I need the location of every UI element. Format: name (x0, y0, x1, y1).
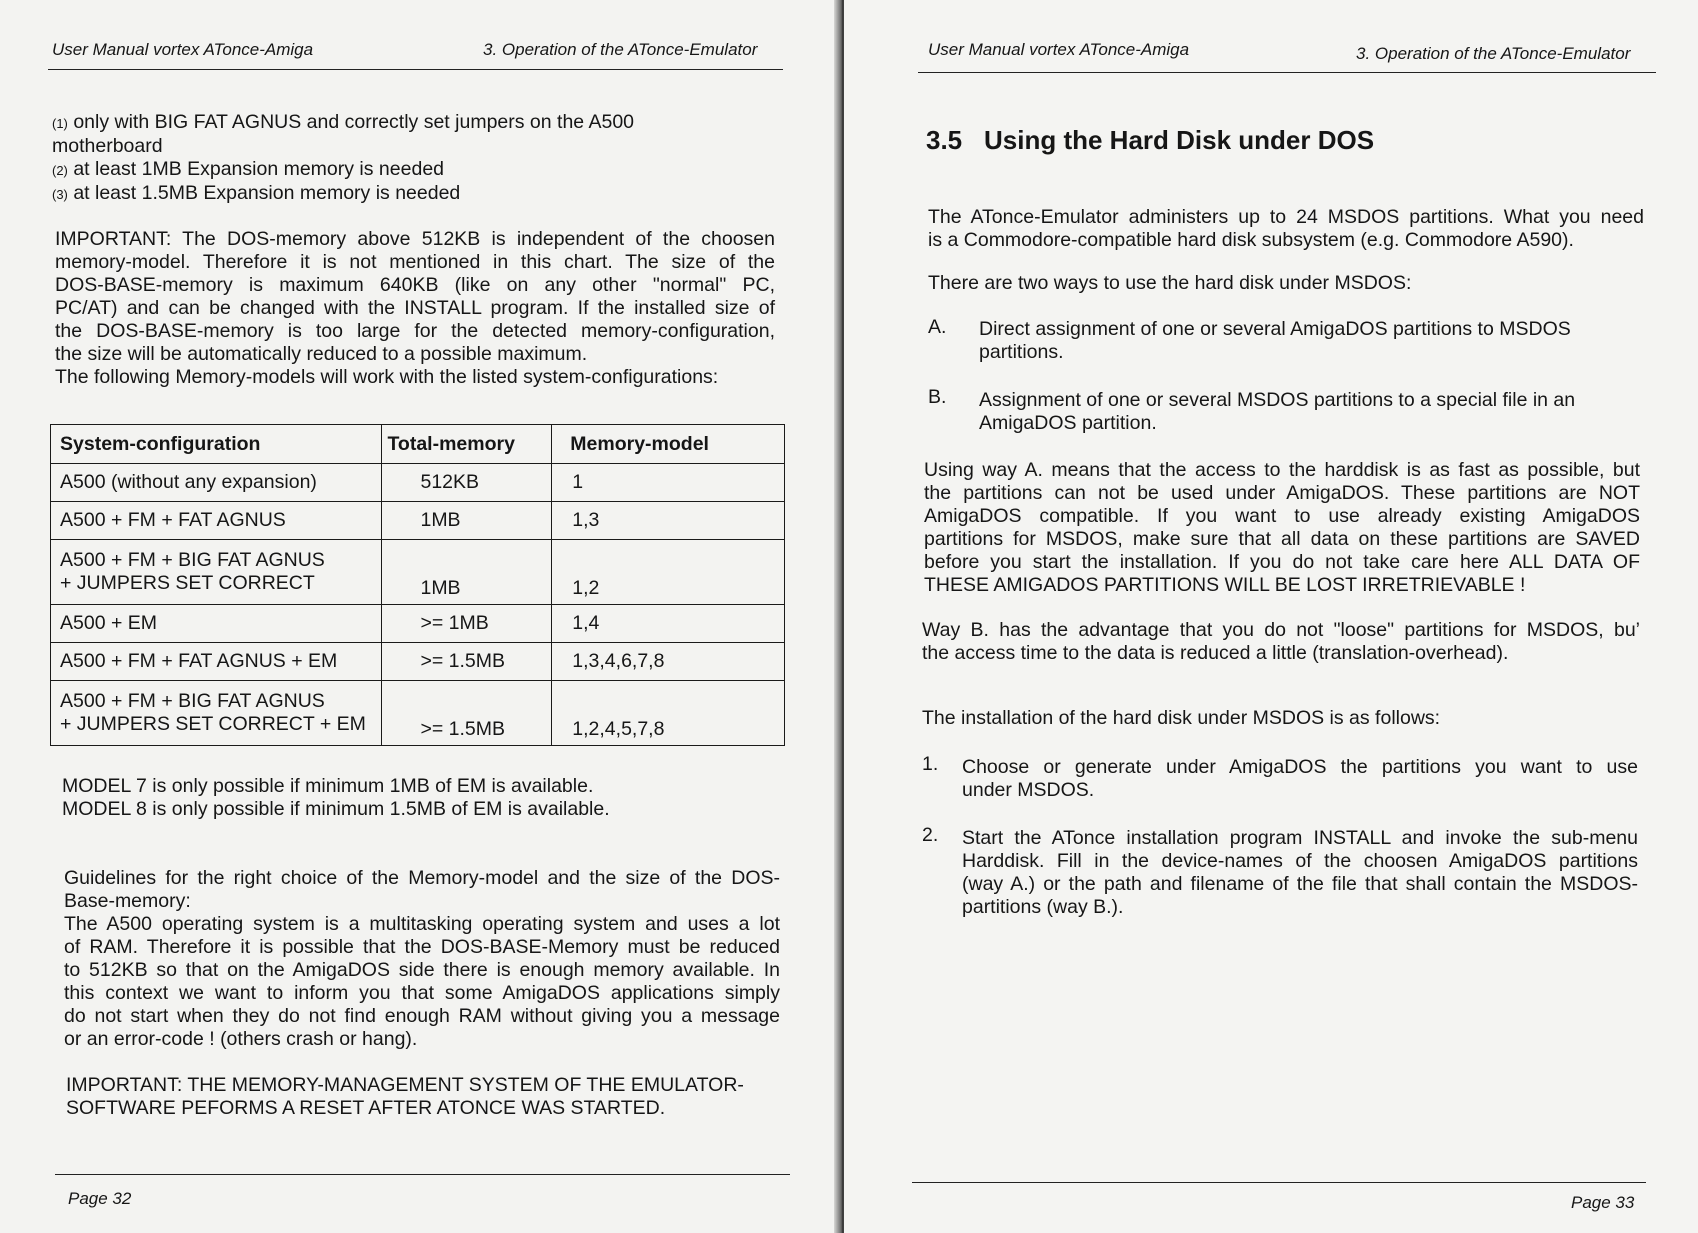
config-cell: A500 + EM (51, 605, 382, 643)
text-line: or an error-code ! (others crash or hang). (64, 1028, 418, 1050)
text-line: Direct assignment of one or several AmigaDOS partitions to MSDOS (979, 318, 1571, 340)
text-line: this context we want to inform you that some AmigaDOS applications simply (64, 982, 780, 1004)
text-line: under MSDOS. (962, 779, 1095, 801)
memory-cell: >= 1.5MB (382, 681, 552, 746)
text-line: AmigaDOS partition. (979, 412, 1157, 434)
model-cell: 1 (552, 464, 785, 502)
table-row (51, 681, 785, 746)
step-1-label: 1. (922, 753, 939, 775)
table-header-row (51, 425, 785, 464)
guidelines-paragraph (64, 867, 780, 1051)
footnote-2 (52, 158, 782, 182)
text-line: Guidelines for the right choice of the Memory-model and the size of the DOS- (64, 867, 780, 889)
text-line: partitions (way B.). (962, 896, 1124, 918)
column-header: Memory-model (552, 425, 785, 464)
way-a-paragraph (924, 459, 1640, 597)
table-row (51, 605, 785, 643)
step-1-description (962, 756, 1638, 802)
model-note: MODEL 8 is only possible if minimum 1.5MB of EM is available. (62, 798, 610, 820)
memory-model-table (50, 424, 785, 746)
footnote-1 (52, 111, 782, 135)
text-line: to 512KB so that on the AmigaDOS side there is enough memory available. In (64, 959, 780, 981)
text-line: do not start when they do not find enough RAM without giving you a message (64, 1005, 780, 1027)
model-note: MODEL 7 is only possible if minimum 1MB of EM is available. (62, 775, 594, 797)
left-chapter-header: 3. Operation of the ATonce-Emulator (483, 40, 758, 59)
config-line: A500 + FM + BIG FAT AGNUS (60, 690, 325, 712)
text-line: Base-memory: (64, 890, 191, 912)
model-notes (62, 775, 782, 821)
config-line: A500 + FM + BIG FAT AGNUS (60, 549, 325, 571)
text-line: Harddisk. Fill in the device-names of the choosen AmigaDOS partitions (962, 850, 1638, 872)
config-line: + JUMPERS SET CORRECT + EM (60, 713, 366, 735)
way-a-description (979, 318, 1643, 364)
footnote-text: motherboard (52, 135, 163, 157)
section-title: Using the Hard Disk under DOS (984, 125, 1375, 155)
footnote-text: only with BIG FAT AGNUS and correctly set jumpers on the A500 (73, 111, 635, 133)
memory-cell: >= 1.5MB (382, 643, 552, 681)
footnote-text: at least 1MB Expansion memory is needed (73, 158, 445, 180)
important-paragraph-2 (66, 1074, 782, 1120)
section-heading (926, 125, 1374, 156)
text-line: Assignment of one or several MSDOS partitions to a special file in an (979, 389, 1576, 411)
memory-cell: >= 1MB (382, 605, 552, 643)
footnote-mark: (1) (52, 116, 68, 131)
text-line: Way B. has the advantage that you do not "loose" partitions for MSDOS, bu’ (922, 619, 1640, 641)
table-intro: The following Memory-models will work with the listed system-configurations: (55, 366, 719, 388)
config-cell: A500 + FM + FAT AGNUS (51, 502, 382, 540)
text-line: THESE AMIGADOS PARTITIONS WILL BE LOST IRRETRIEVABLE ! (924, 574, 1526, 596)
install-intro: The installation of the hard disk under MSDOS is as follows: (922, 707, 1441, 729)
right-chapter-header: 3. Operation of the ATonce-Emulator (1356, 44, 1631, 63)
table-row (51, 464, 785, 502)
memory-cell: 512KB (382, 464, 552, 502)
page-number: Page 32 (68, 1189, 132, 1208)
way-b-paragraph (922, 619, 1640, 665)
model-cell: 1,2 (552, 540, 785, 605)
header-rule (48, 69, 783, 70)
text-line: The A500 operating system is a multitasking operating system and uses a lot (64, 913, 780, 935)
footnote-mark: (3) (52, 187, 68, 202)
left-running-header: User Manual vortex ATonce-Amiga (52, 40, 314, 59)
text-line: Start the ATonce installation program INSTALL and invoke the sub-menu (962, 827, 1638, 849)
way-a-label: A. (928, 316, 947, 338)
config-cell (51, 540, 382, 605)
footnote-3 (52, 182, 782, 206)
config-line: + JUMPERS SET CORRECT (60, 572, 315, 594)
text-line: IMPORTANT: THE MEMORY-MANAGEMENT SYSTEM OF THE EMULATOR- (66, 1074, 744, 1096)
important-paragraph-1 (55, 228, 775, 389)
right-page (844, 0, 1698, 1233)
text-line: the size will be automatically reduced to a possible maximum. (55, 343, 588, 365)
text-line: (way A.) or the path and filename of the file that shall contain the MSDOS- (962, 873, 1638, 895)
text-line: before you start the installation. If you do not take care here ALL DATA OF (924, 551, 1640, 573)
model-cell: 1,3,4,6,7,8 (552, 643, 785, 681)
memory-cell: 1MB (382, 502, 552, 540)
page-number: Page 33 (1571, 1193, 1635, 1212)
footer-rule (55, 1174, 790, 1175)
left-page (0, 0, 842, 1233)
footnote-mark: (2) (52, 163, 68, 178)
model-cell: 1,3 (552, 502, 785, 540)
text-line: partitions. (979, 341, 1064, 363)
text-line: IMPORTANT: The DOS-memory above 512KB is independent of the choosen (55, 228, 775, 250)
footnote-text: at least 1.5MB Expansion memory is needed (73, 182, 461, 204)
table-row (51, 643, 785, 681)
text-line: the access time to the data is reduced a little (translation-overhead). (922, 642, 1509, 664)
model-cell: 1,4 (552, 605, 785, 643)
config-cell (51, 681, 382, 746)
header-rule (918, 72, 1656, 73)
footnote-1-cont (52, 135, 782, 158)
footnotes (52, 111, 782, 206)
text-line: the DOS-BASE-memory is too large for the detected memory-configuration, (55, 320, 775, 342)
model-cell: 1,2,4,5,7,8 (552, 681, 785, 746)
table-row (51, 540, 785, 605)
ways-intro: There are two ways to use the hard disk under MSDOS: (928, 272, 1412, 294)
text-line: PC/AT) and can be changed with the INSTALL program. If the installed size of (55, 297, 775, 319)
section-number: 3.5 (926, 125, 963, 155)
text-line: is a Commodore-compatible hard disk subsystem (e.g. Commodore A590). (928, 229, 1574, 251)
intro-paragraph (928, 206, 1644, 252)
text-line: Choose or generate under AmigaDOS the partitions you want to use (962, 756, 1638, 778)
table-row (51, 502, 785, 540)
text-line: The ATonce-Emulator administers up to 24 MSDOS partitions. What you need (928, 206, 1644, 228)
text-line: Using way A. means that the access to the harddisk is as fast as possible, but (924, 459, 1640, 481)
text-line: SOFTWARE PEFORMS A RESET AFTER ATONCE WAS STARTED. (66, 1097, 666, 1119)
text-line: memory-model. Therefore it is not mentioned in this chart. The size of the (55, 251, 775, 273)
way-b-label: B. (928, 386, 947, 408)
column-header: Total-memory (382, 425, 552, 464)
footer-rule (912, 1182, 1646, 1183)
text-line: of RAM. Therefore it is possible that the DOS-BASE-Memory must be reduced (64, 936, 780, 958)
step-2-description (962, 827, 1638, 919)
column-header: System-configuration (51, 425, 382, 464)
text-line: partitions for MSDOS, make sure that all data on these partitions are SAVED (924, 528, 1640, 550)
text-line: the partitions can not be used under AmigaDOS. These partitions are NOT (924, 482, 1640, 504)
text-line: DOS-BASE-memory is maximum 640KB (like on any other "normal" PC, (55, 274, 775, 296)
way-b-description (979, 389, 1643, 435)
step-2-label: 2. (922, 824, 939, 846)
config-cell: A500 + FM + FAT AGNUS + EM (51, 643, 382, 681)
memory-cell: 1MB (382, 540, 552, 605)
config-cell: A500 (without any expansion) (51, 464, 382, 502)
text-line: AmigaDOS compatible. If you want to use already existing AmigaDOS (924, 505, 1640, 527)
right-running-header: User Manual vortex ATonce-Amiga (928, 40, 1190, 59)
